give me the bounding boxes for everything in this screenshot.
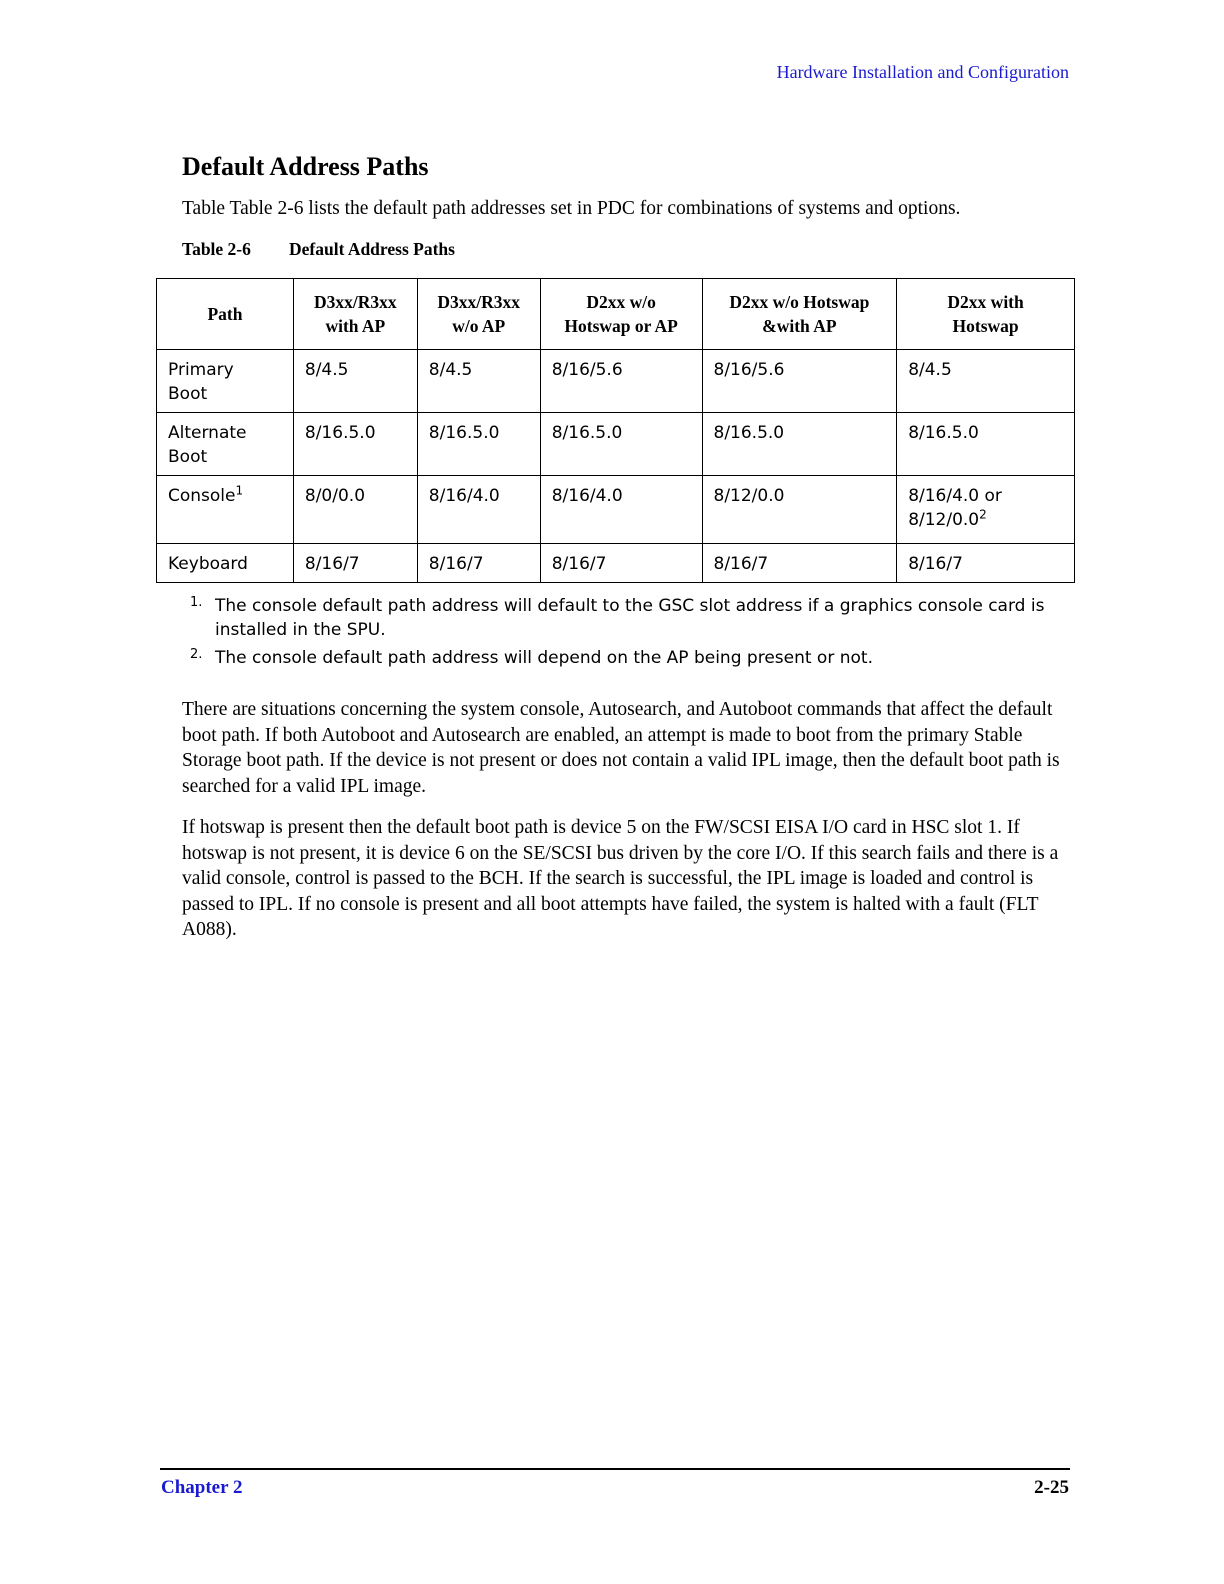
table-cell	[897, 476, 1075, 544]
table-cell: 8/16/5.6	[702, 350, 897, 413]
table-cell: 8/16/7	[293, 544, 417, 583]
footnote-mark: 1.	[190, 595, 203, 610]
row-label	[157, 413, 294, 476]
table-cell: 8/16/7	[702, 544, 897, 583]
footnote	[190, 646, 1050, 670]
column-header-text: D3xx/R3xx	[437, 292, 521, 312]
table-caption-title: Default Address Paths	[289, 239, 455, 259]
column-header-text: Hotswap or AP	[564, 316, 678, 336]
table-cell: 8/16.5.0	[540, 413, 702, 476]
column-header-text: w/o AP	[452, 316, 506, 336]
table-row-primary-boot	[157, 350, 1075, 413]
table-caption-number: Table 2-6	[182, 239, 251, 259]
footnote-ref: 2	[979, 507, 987, 522]
cell-text: 8/12/0.0	[908, 510, 980, 530]
column-header-d3xx-with-ap	[293, 279, 417, 350]
row-label-text: Alternate	[168, 423, 247, 443]
table-row-console	[157, 476, 1075, 544]
table-cell: 8/16/7	[540, 544, 702, 583]
row-label-text: Primary	[168, 360, 234, 380]
row-label-text: Boot	[168, 384, 208, 404]
row-label-text: Console	[168, 486, 236, 506]
row-label: Keyboard	[157, 544, 294, 583]
footnote-text: The console default path address will default to the GSC slot address if a graphics console card is installed in the SPU.	[215, 596, 1045, 640]
column-header-text: Path	[207, 304, 243, 324]
footer-divider	[160, 1468, 1070, 1470]
column-header-text: D2xx w/o	[586, 292, 656, 312]
table-header-row	[157, 279, 1075, 350]
table-cell: 8/4.5	[417, 350, 540, 413]
column-header-text: with AP	[325, 316, 386, 336]
footer-chapter-link[interactable]: Chapter 2	[161, 1477, 243, 1498]
table-cell: 8/16/4.0	[540, 476, 702, 544]
running-header: Hardware Installation and Configuration	[776, 62, 1069, 82]
table-cell: 8/16.5.0	[417, 413, 540, 476]
table-cell: 8/16.5.0	[702, 413, 897, 476]
body-paragraph: If hotswap is present then the default boot path is device 5 on the FW/SCSI EISA I/O card in HSC slot 1. If hotswap is not present, it is device 6 on the SE/SCSI bus driven by the core I/O. If this search fails and there is a valid console, control is passed to the BCH. If the search is successful, the IPL image is loaded and control is passed to IPL. If no console is present and all boot attempts have failed, the system is halted with a fault (FLT A088).	[182, 817, 1059, 941]
table-cell: 8/16/7	[417, 544, 540, 583]
column-header-text: D3xx/R3xx	[314, 292, 397, 312]
table-cell: 8/16.5.0	[897, 413, 1075, 476]
column-header-text: &with AP	[762, 316, 837, 336]
footnote-ref: 1	[235, 483, 244, 498]
table-footnotes	[190, 594, 1050, 674]
row-label-text: Boot	[168, 447, 208, 467]
table-cell: 8/0/0.0	[293, 476, 417, 544]
column-header-text: D2xx with	[947, 292, 1024, 312]
table-cell: 8/16/4.0	[417, 476, 540, 544]
cell-text: 8/16/4.0 or	[908, 486, 1002, 506]
body-paragraph: There are situations concerning the system console, Autosearch, and Autoboot commands that affect the default boot path. If both Autoboot and Autosearch are enabled, an attempt is made to boot from the primary Stable Storage boot path. If the device is not present or does not contain a valid IPL image, then the default boot path is searched for a valid IPL image.	[182, 699, 1060, 797]
table-row-alternate-boot	[157, 413, 1075, 476]
page-number: 2-25	[1034, 1477, 1069, 1498]
footnote-mark: 2.	[190, 647, 203, 662]
table-cell: 8/16.5.0	[293, 413, 417, 476]
column-header-text: D2xx w/o Hotswap	[729, 292, 870, 312]
column-header-text: Hotswap	[952, 316, 1019, 336]
column-header-d3xx-without-ap	[417, 279, 540, 350]
row-label	[157, 350, 294, 413]
column-header-path	[157, 279, 294, 350]
table-row-keyboard	[157, 544, 1075, 583]
table-cell: 8/4.5	[897, 350, 1075, 413]
default-address-paths-table	[156, 278, 1075, 583]
column-header-d2xx-without-hotswap-with-ap	[702, 279, 897, 350]
table-caption	[182, 239, 455, 260]
table-cell: 8/4.5	[293, 350, 417, 413]
column-header-d2xx-with-hotswap	[897, 279, 1075, 350]
table-cell: 8/16/7	[897, 544, 1075, 583]
footnote	[190, 594, 1050, 642]
intro-paragraph: Table Table 2-6 lists the default path addresses set in PDC for combinations of systems and options.	[182, 198, 961, 219]
section-title: Default Address Paths	[182, 152, 429, 181]
footnote-text: The console default path address will depend on the AP being present or not.	[215, 648, 873, 668]
table-cell: 8/16/5.6	[540, 350, 702, 413]
column-header-d2xx-without-hotswap-or-ap	[540, 279, 702, 350]
table-cell: 8/12/0.0	[702, 476, 897, 544]
row-label	[157, 476, 294, 544]
